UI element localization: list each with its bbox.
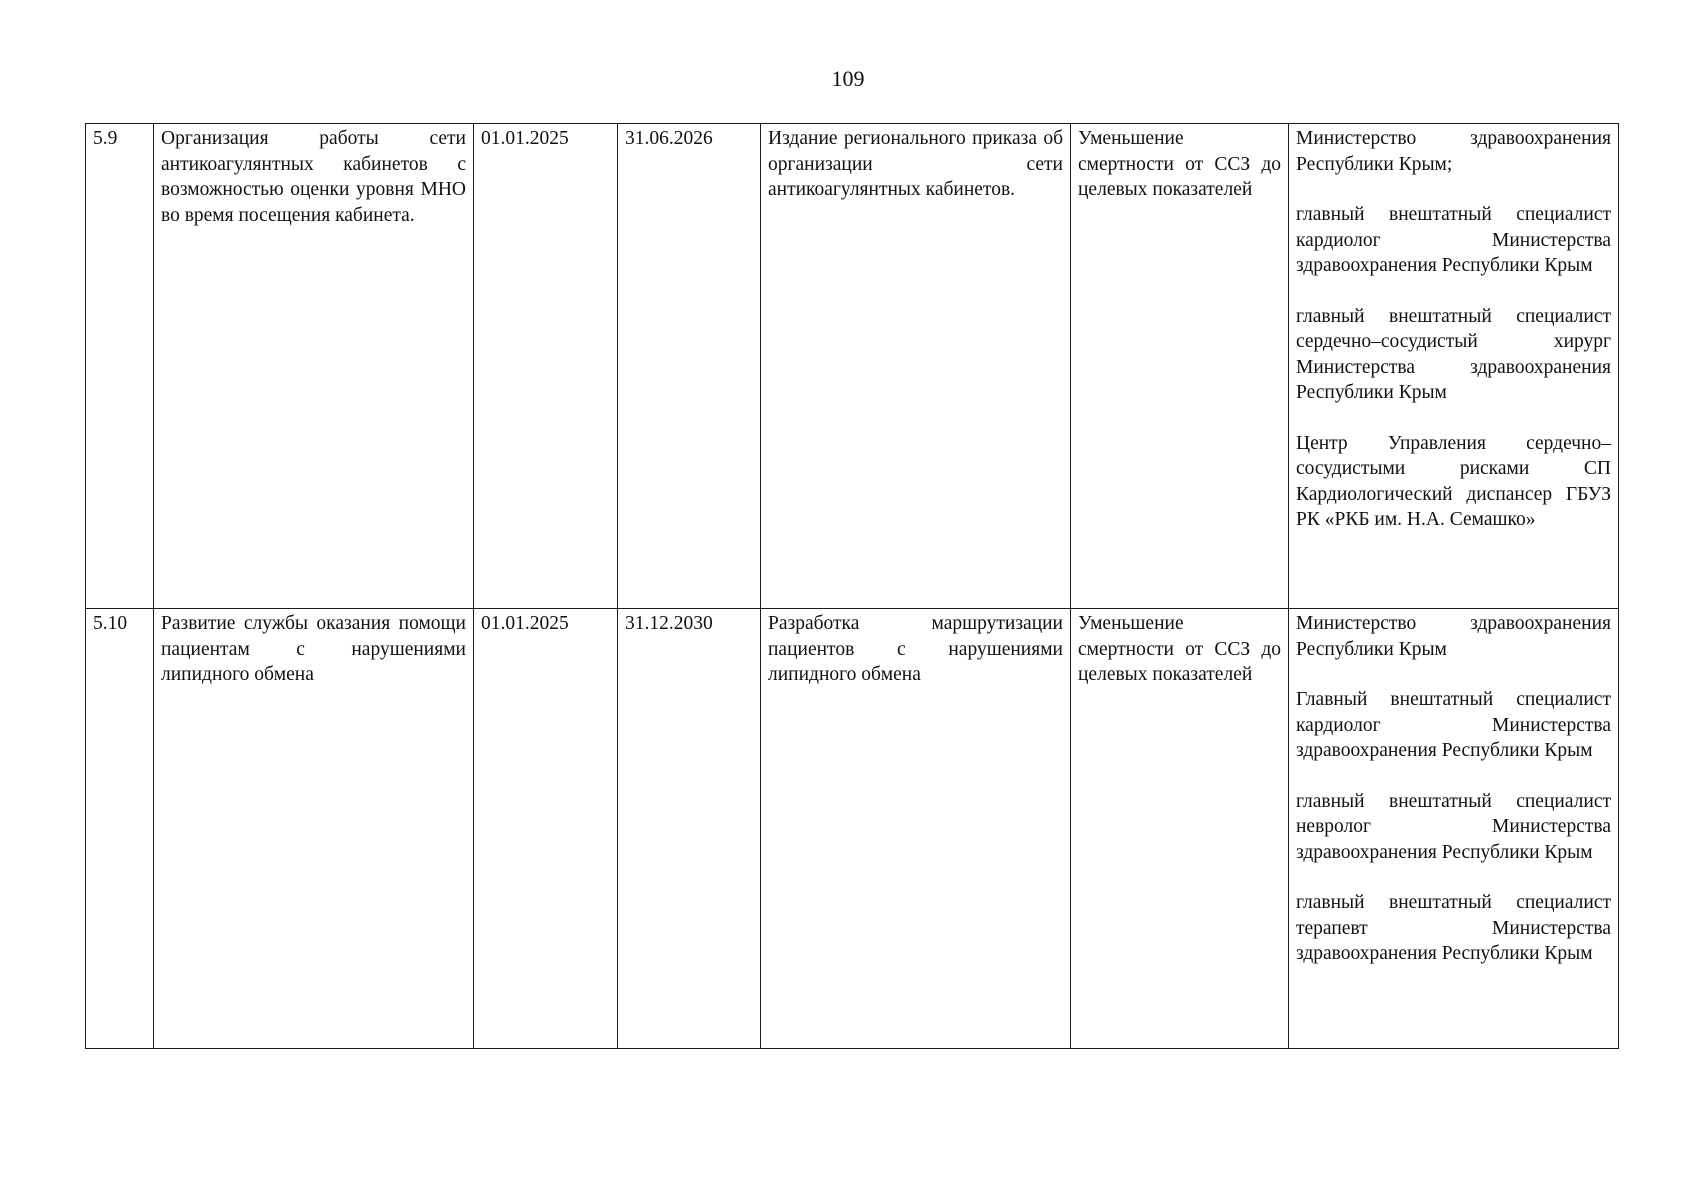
result-cell — [761, 609, 1071, 1049]
result-text: Разработка маршрутизации пациентов с нарушениями липидного обмена — [768, 613, 1063, 685]
effect-text: Уменьшение смертности от ССЗ до целевых показателей — [1078, 128, 1281, 200]
responsible-entry: главный внештатный специалист кардиолог Министерства здравоохранения Республики Крым — [1296, 204, 1611, 276]
end-date: 31.06.2026 — [625, 128, 713, 149]
effect-text: Уменьшение смертности от ССЗ до целевых показателей — [1078, 613, 1281, 685]
responsible-entry: Главный внештатный специалист кардиолог Министерства здравоохранения Республики Крым — [1296, 689, 1611, 761]
end-date-cell — [618, 124, 761, 609]
responsible-entry: главный внештатный специалист невролог Министерства здравоохранения Республики Крым — [1296, 790, 1611, 863]
page-number: 109 — [831, 66, 865, 91]
responsible-cell — [1289, 609, 1619, 1049]
table-row — [86, 609, 1619, 1049]
measure-name: Организация работы сети антикоагулянтных кабинетов с возможностью оценки уровня МНО во время посещения кабинета. — [161, 128, 466, 226]
responsible-entry: Центр Управления сердечно–сосудистыми рисками СП Кардиологический диспансер ГБУЗ РК «РКБ им. Н.А. Семашко» — [1296, 432, 1611, 530]
effect-cell — [1071, 124, 1289, 609]
end-date: 31.12.2030 — [625, 613, 713, 634]
responsible-entry: Министерство здравоохранения Республики Крым — [1296, 613, 1611, 660]
responsible-entry: Министерство здравоохранения Республики Крым; — [1296, 128, 1611, 175]
item-number-cell — [86, 609, 154, 1049]
item-number: 5.9 — [93, 128, 118, 149]
result-text: Издание регионального приказа об организации сети антикоагулянтных кабинетов. — [768, 128, 1063, 200]
measure-name: Развитие службы оказания помощи пациентам с нарушениями липидного обмена — [161, 613, 466, 685]
start-date-cell — [474, 609, 618, 1049]
responsible-entry: главный внештатный специалист терапевт Министерства здравоохранения Республики Крым — [1296, 892, 1611, 964]
measure-name-cell — [154, 124, 474, 609]
effect-cell — [1071, 609, 1289, 1049]
item-number-cell — [86, 124, 154, 609]
start-date: 01.01.2025 — [481, 613, 569, 634]
responsible-entry: главный внештатный специалист сердечно–сосудистый хирург Министерства здравоохранения Республики Крым — [1296, 305, 1611, 403]
measure-name-cell — [154, 609, 474, 1049]
responsible-cell — [1289, 124, 1619, 609]
table-row — [86, 124, 1619, 609]
start-date: 01.01.2025 — [481, 128, 569, 149]
start-date-cell — [474, 124, 618, 609]
item-number: 5.10 — [93, 613, 128, 634]
measures-table — [85, 123, 1619, 1049]
end-date-cell — [618, 609, 761, 1049]
result-cell — [761, 124, 1071, 609]
